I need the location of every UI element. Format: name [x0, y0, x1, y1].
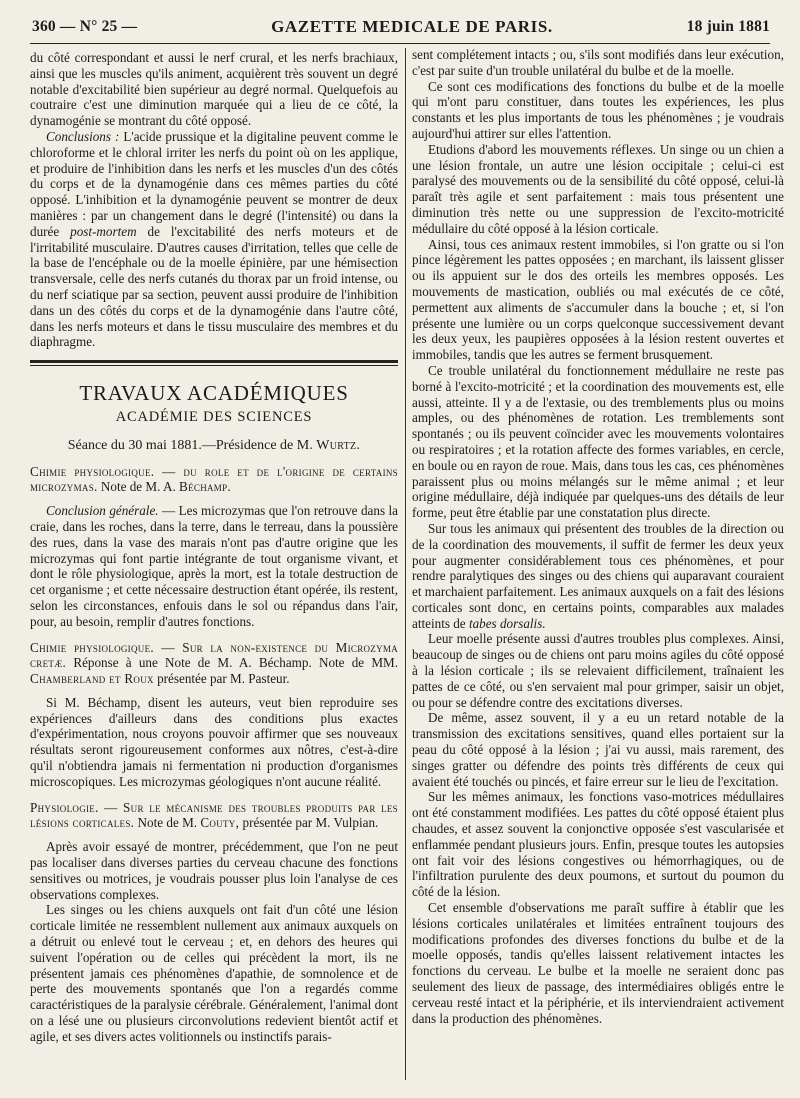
- page-number: 360 — N° 25 —: [32, 18, 138, 35]
- seance-text: Séance du 30 mai 1881.—Présidence de M.: [67, 437, 313, 453]
- paragraph: Ce trouble unilatéral du fonctionnement médullaire ne reste pas borné à l'excito-motricité ; et la coordination des mouvements est, elle aussi, atteinte. Il y a de l'extasie, ou des tremblements plus ou moins amples, ou des phénomènes de rotation. Les tremblements sont spontanés ; ou ils peuvent coïncider avec les mouvements volontaires ou respiratoires ; et la rotation affecte des formes variables, en cercle, en boule ou en rayon de roue. Mais, dans tous les cas, ces phénomènes paraissent plus ou moins mélangés sur le même animal ; et leur origine médullaire, déjà indiquée par quelques-uns des détails de leur forme, peut être établie par une constatation plus directe.: [412, 362, 784, 521]
- rubric-authors: Chamberland et Roux: [30, 671, 154, 687]
- paragraph: sent complétement intacts ; ou, s'ils sont modifiés dans leur exécution, c'est par suite d'un trouble unilatéral du bulbe et de la moelle.: [412, 47, 784, 78]
- paragraph: Ainsi, tous ces animaux restent immobiles, si l'on gratte ou si l'on pince légèrement les pattes opposées ; en marchant, ils laissent glisser ou ils appuient sur le dos des orteils les membres opposés. Les mouvements de mastication, oubliés ou mal exécutés de ce côté, permettent aux aliments de s'accumuler dans la bouche ; et, si l'on présente une lumière ou un corps quelconque successivement devant les deux yeux, les paupières opposées à la lésion restent ouvertes et immobiles, tandis que les autres se ferment brusquement.: [412, 236, 784, 363]
- rubric-note-end: présentée par M. Pasteur.: [157, 671, 290, 687]
- paragraph: du côté correspondant et aussi le nerf crural, et les nerfs brachiaux, ainsi que les muscles qu'ils animent, acquièrent très souvent un degré notable d'excitabilité bien supérieur au degré normal. Quelquefois au coutraire c'est une diminution marquée qui a lieu de ce côté, la dynamogénie se montrant du côté opposé.: [30, 50, 398, 129]
- paragraph: Les singes ou les chiens auxquels ont fait d'un côté une lésion corticale limitée ne ressemblent nullement aux animaux auxquels on a détruit ou enlevé tout le cerveau ; et, en dehors des heures qui suivent l'opération ou de celles qui précèdent la mort, ils ne présentent jamais ces phénomènes d'apathie, de somnolence et de perte des mouvements spontanés que l'on a regardés comme caractéristiques de la paralysie cérébrale. Généralement, l'animal dont on a lésé une ou plusieurs circonvolutions redevient bientôt actif et agile, et ses divers actes volitionnels ou instinctifs parais-: [30, 902, 398, 1044]
- section-rule: [30, 360, 398, 366]
- column-divider: [405, 48, 406, 1080]
- paragraph: Ce sont ces modifications des fonctions du bulbe et de la moelle qui m'ont paru constituer, dans toutes les expériences, les plus constants et les plus importants de tous les phénomènes ; je voudrais aujourd'hui attirer sur elles l'attention.: [412, 78, 784, 141]
- italic-term: tabes dorsalis.: [468, 615, 546, 631]
- paragraph: Sur les mêmes animaux, les fonctions vaso-motrices médullaires ont été constamment modifiées. Les pattes du côté opposé étaient plus chaudes, et assez souvent la conjonctive opposée s'est vascularisée et enflammée pendant plusieurs jours. Enfin, presque toutes les autopsies ont fait voir des lésions congestives ou hémorrhagiques, ou de l'infiltration purulente des deux poumons, et surtout du poumon du côté de la lésion.: [412, 789, 784, 900]
- rubric-title: Physiologie. — Sur le mécanisme des troubles produits par les lésions corticales.: [30, 799, 398, 831]
- header-rule: [30, 43, 770, 44]
- paragraph: Etudions d'abord les mouvements réflexes. Un singe ou un chien a une lésion frontale, un autre une lésion occipitale ; celui-ci est paralysé des mouvements ou de la sensibilité du côté opposé, celui-là paraît très agile et sent parfaitement : mais tous présentent une diminution très nette ou une suppression de l'excito-motricité médullaire du côté opposé à la lésion corticale.: [412, 141, 784, 236]
- rubric-author: Béchamp.: [179, 479, 231, 495]
- left-column: [30, 50, 398, 1045]
- issue-date: 18 juin 1881: [686, 18, 770, 35]
- rubric-title: Chimie physiologique. — du role et de l'origine de certains microzymas.: [30, 463, 398, 495]
- paragraph-text: — Les microzymas que l'on retrouve dans la craie, dans les roches, dans la terre, dans le terreau, dans la poussière des rues, dans la vase des marais n'ont pas d'autre origine que les microzymas qui font partie intégrante de tout organisme vivant, et dont le rôle physiologique, après la mort, est la totale destruction de cet organisme ; et cette nécessaire destruction étant opérée, ils restent, selon les circonstances, enfouis dans le sol ou répandus dans l'air, pour, au besoin, remplir d'autres fonctions.: [30, 503, 398, 629]
- rubric-heading: [30, 640, 398, 687]
- conclusions-label: Conclusions :: [46, 128, 120, 144]
- right-column: [412, 47, 784, 1026]
- rubric-heading: [30, 464, 398, 496]
- president-name: Wurtz.: [316, 437, 361, 453]
- conclusion-label: Conclusion générale.: [46, 503, 159, 519]
- page-header: [32, 14, 770, 40]
- seance-line: [30, 438, 398, 454]
- paragraph: Si M. Béchamp, disent les auteurs, veut bien reproduire ses expériences d'ailleurs dans des conditions plus exactes d'expérimentation, nous croyons pouvoir affirmer que ses nouveaux résultats seront rigoureusement conformes aux nôtres, c'est-à-dire qu'il n'obtiendra jamais ni fermentation ni production d'organismes microscopiques. Les microzymas géologiques n'ont aucune réalité.: [30, 694, 398, 789]
- paragraph-text: Sur tous les animaux qui présentent des troubles de la direction ou de la coordination des mouvements, il suffit de fermer les deux yeux pour augmenter considérablement tous ces phénomènes, et pour rendre paralytiques des singes ou des chiens qui auparavant couraient et marchaient parfaitement. Les animaux auxquels on a fait des lésions corticales sont donc, en certains points, comparables aux malades atteints de: [412, 520, 784, 631]
- journal-title: GAZETTE MEDICALE DE PARIS.: [271, 17, 553, 36]
- paragraph-text: L'acide prussique et la digitaline peuvent comme le chloroforme et le chloral irriter les nerfs du point où on les applique, et produire de l'inhibition dans les nerfs et les muscles d'un des côtés du corps et de la dynamogénie dans ces mêmes parties du côté opposé. L'inhibition et la dynamogénie peuvent se montrer de deux manières : par un changement dans le degré (l'intensité) ou dans la durée: [30, 128, 398, 239]
- paragraph: [30, 503, 398, 629]
- paragraph: Leur moelle présente aussi d'autres troubles plus complexes. Ainsi, beaucoup de singes ou de chiens ont paru moins agiles du côté opposé à la lésion corticale ; ils se relevaient difficilement, traînaient les pattes de ce côté, ou s'en servaient mal pour grimper, saisir un objet, ou pour se défendre contre des excitations diverses.: [412, 631, 784, 710]
- paragraph: [412, 521, 784, 632]
- italic-term: post-mortem: [70, 223, 137, 239]
- rubric-note-end: présentée par M. Vulpian.: [242, 815, 379, 831]
- rubric-author: Couty,: [200, 815, 240, 831]
- paragraph: De même, assez souvent, il y a eu un retard notable de la transmission des excitations sensitives, quand elles portaient sur la peau du côté opposé à la lésion ; j'ai vu aussi, mais rarement, des singes gratter ou défendre des points très différents de ceux qui avaient été touchés ou pincés, et faire erreur sur le lieu de l'excitation.: [412, 710, 784, 789]
- paragraph: Cet ensemble d'observations me paraît suffire à établir que les lésions corticales unilatérales et limitées entraînent toujours des modifications profondes des diverses fonctions du bulbe et de la moelle opposés, tandis qu'elles laissent relativement intactes les fonctions du cerveau. Le bulbe et la moelle ne seraient donc pas seulement des lieux de passage, des intermédiaires obligés entre le cerveau resté intact et la périphérie, et ils interviendraient activement dans la production des phénomènes.: [412, 900, 784, 1026]
- rubric-note: Note de M. A.: [100, 479, 176, 495]
- rubric-note: Réponse à une Note de M. A. Béchamp. Note de MM.: [73, 655, 398, 671]
- rubric-note: Note de M.: [137, 815, 198, 831]
- paragraph-text: de l'excitabilité des nerfs moteurs et de l'irritabilité musculaire. D'autres causes d'irritation, telles que celle de la base de l'encéphale ou de la moelle épinière, par une hémisection transversale, celle des nerfs cutanés du thorax par un froid intense, ou du nerf sciatique par sa section, peuvent aussi produire de l'inhibition dans un des côtés du corps et de la dynamogénie dans l'autre côté, dans les nerfs moteurs et dans le tissu musculaire des membres et du diaphragme.: [30, 223, 398, 350]
- rubric-heading: [30, 800, 398, 832]
- conclusions-paragraph: [30, 129, 398, 350]
- section-title: TRAVAUX ACADÉMIQUES: [79, 381, 349, 406]
- section-subtitle: ACADÉMIE DES SCIENCES: [115, 408, 313, 425]
- rubric-title: Chimie physiologique. — Sur la non-existence du Microzyma cretæ.: [30, 639, 398, 671]
- paragraph: Après avoir essayé de montrer, précédemment, que l'on ne peut pas localiser dans diverses parties du cerveau chacune des fonctions sensitives ou motrices, je voudrais pousser plus loin l'analyse de ces observations complexes.: [30, 839, 398, 902]
